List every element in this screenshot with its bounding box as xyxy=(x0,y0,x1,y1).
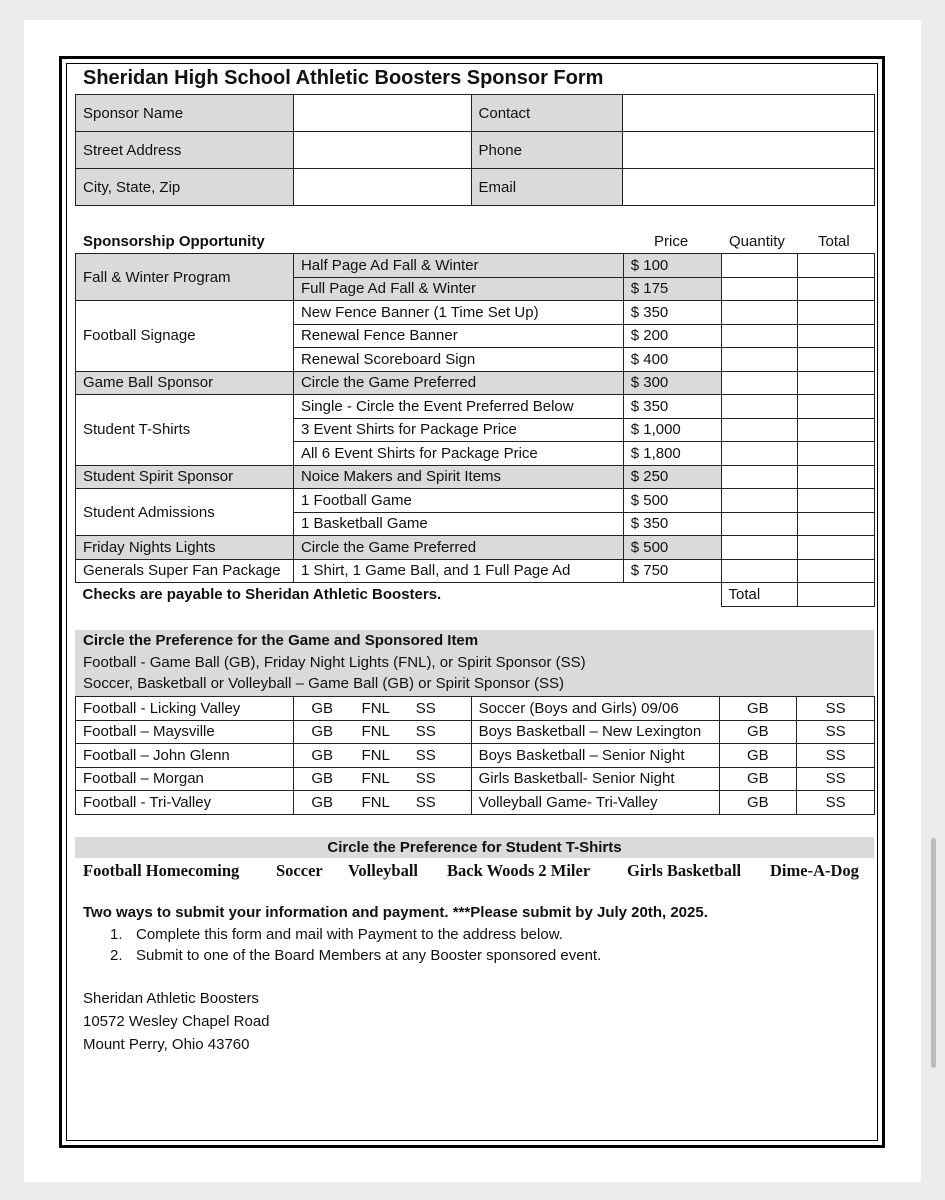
item-price: $ 350 xyxy=(623,512,721,536)
game-preference-instructions xyxy=(75,630,874,696)
other-game: Boys Basketball – Senior Night xyxy=(471,744,719,768)
ss-option[interactable]: SS xyxy=(797,697,875,721)
scrollbar[interactable] xyxy=(931,838,936,1068)
quantity-field[interactable] xyxy=(721,559,798,583)
item-price: $ 400 xyxy=(623,348,721,372)
category-generals-super-fan-package: Generals Super Fan Package xyxy=(76,559,294,583)
step-text: Submit to one of the Board Members at any Booster sponsored event. xyxy=(136,947,602,964)
item-description: Single - Circle the Event Preferred Below xyxy=(293,395,623,419)
city-state-zip-label: City, State, Zip xyxy=(76,169,294,206)
tshirt-event-option[interactable]: Volleyball xyxy=(348,861,418,880)
ss-option[interactable]: SS xyxy=(797,791,875,815)
item-description: Half Page Ad Fall & Winter xyxy=(293,254,623,278)
gb-option[interactable]: GB xyxy=(311,770,334,788)
gb-option[interactable]: GB xyxy=(719,720,797,744)
football-game: Football - Tri-Valley xyxy=(76,791,294,815)
quantity-field[interactable] xyxy=(721,418,798,442)
gb-option[interactable]: GB xyxy=(719,744,797,768)
item-price: $ 750 xyxy=(623,559,721,583)
sponsor-name-field[interactable] xyxy=(293,95,471,132)
ss-option[interactable]: SS xyxy=(797,744,875,768)
tshirt-preference-heading: Circle the Preference for Student T-Shirts xyxy=(75,837,874,858)
tshirt-event-option[interactable]: Back Woods 2 Miler xyxy=(447,861,591,880)
ss-option[interactable]: SS xyxy=(797,720,875,744)
sponsorship-heading: Sponsorship Opportunity xyxy=(83,233,265,250)
other-game: Soccer (Boys and Girls) 09/06 xyxy=(471,697,719,721)
item-price: $ 250 xyxy=(623,465,721,489)
game-preference-heading: Circle the Preference for the Game and Sponsored Item xyxy=(83,632,479,649)
category-student-spirit-sponsor: Student Spirit Sponsor xyxy=(76,465,294,489)
gb-option[interactable]: GB xyxy=(311,699,334,717)
street-address-label: Street Address xyxy=(76,132,294,169)
football-game: Football – Morgan xyxy=(76,767,294,791)
total-field[interactable] xyxy=(798,536,875,560)
grand-total-field[interactable] xyxy=(798,583,875,607)
category-fall-winter-program: Fall & Winter Program xyxy=(76,254,294,301)
tshirt-event-option[interactable]: Dime-A-Dog xyxy=(770,861,859,880)
quantity-field[interactable] xyxy=(721,395,798,419)
football-options xyxy=(293,744,471,768)
gb-option[interactable]: GB xyxy=(719,767,797,791)
street-address-field[interactable] xyxy=(293,132,471,169)
address-street: 10572 Wesley Chapel Road xyxy=(83,1013,270,1030)
item-description: Full Page Ad Fall & Winter xyxy=(293,277,623,301)
email-label: Email xyxy=(471,169,623,206)
football-options xyxy=(293,720,471,744)
address-city: Mount Perry, Ohio 43760 xyxy=(83,1036,250,1053)
other-game: Boys Basketball – New Lexington xyxy=(471,720,719,744)
item-price: $ 1,000 xyxy=(623,418,721,442)
contact-label: Contact xyxy=(471,95,623,132)
item-description: Circle the Game Preferred xyxy=(293,536,623,560)
item-description: 1 Shirt, 1 Game Ball, and 1 Full Page Ad xyxy=(293,559,623,583)
quantity-field[interactable] xyxy=(721,512,798,536)
other-game: Volleyball Game- Tri-Valley xyxy=(471,791,719,815)
football-game: Football – Maysville xyxy=(76,720,294,744)
football-game: Football – John Glenn xyxy=(76,744,294,768)
fnl-option[interactable]: FNL xyxy=(361,746,390,764)
item-description: Circle the Game Preferred xyxy=(293,371,623,395)
gb-option[interactable]: GB xyxy=(311,793,334,811)
other-game: Girls Basketball- Senior Night xyxy=(471,767,719,791)
ss-option[interactable]: SS xyxy=(415,699,436,717)
contact-field[interactable] xyxy=(623,95,875,132)
category-student-t-shirts: Student T-Shirts xyxy=(76,395,294,466)
quantity-field[interactable] xyxy=(721,371,798,395)
football-options xyxy=(293,791,471,815)
quantity-field[interactable] xyxy=(721,489,798,513)
total-field[interactable] xyxy=(798,559,875,583)
gb-option[interactable]: GB xyxy=(719,697,797,721)
total-field[interactable] xyxy=(798,348,875,372)
item-price: $ 350 xyxy=(623,301,721,325)
item-price: $ 500 xyxy=(623,536,721,560)
total-field[interactable] xyxy=(798,512,875,536)
sponsorship-table xyxy=(75,253,875,607)
phone-field[interactable] xyxy=(623,132,875,169)
gb-option[interactable]: GB xyxy=(719,791,797,815)
quantity-field[interactable] xyxy=(721,277,798,301)
item-description: Renewal Fence Banner xyxy=(293,324,623,348)
item-description: Noice Makers and Spirit Items xyxy=(293,465,623,489)
grand-total-label: Total xyxy=(721,583,798,607)
total-field[interactable] xyxy=(798,395,875,419)
fnl-option[interactable]: FNL xyxy=(361,723,390,741)
gb-option[interactable]: GB xyxy=(311,723,334,741)
total-field[interactable] xyxy=(798,371,875,395)
step-number: 1. xyxy=(110,926,123,943)
football-options xyxy=(293,697,471,721)
total-field[interactable] xyxy=(798,418,875,442)
step-text: Complete this form and mail with Payment to the address below. xyxy=(136,926,563,943)
item-price: $ 300 xyxy=(623,371,721,395)
item-description: Renewal Scoreboard Sign xyxy=(293,348,623,372)
item-price: $ 500 xyxy=(623,489,721,513)
item-description: 1 Basketball Game xyxy=(293,512,623,536)
gb-option[interactable]: GB xyxy=(311,746,334,764)
football-game: Football - Licking Valley xyxy=(76,697,294,721)
total-column-header: Total xyxy=(818,233,850,250)
item-price: $ 200 xyxy=(623,324,721,348)
category-student-admissions: Student Admissions xyxy=(76,489,294,536)
item-description: New Fence Banner (1 Time Set Up) xyxy=(293,301,623,325)
price-column-header: Price xyxy=(654,233,689,250)
football-options xyxy=(293,767,471,791)
sponsor-name-label: Sponsor Name xyxy=(76,95,294,132)
total-field[interactable] xyxy=(798,324,875,348)
quantity-field[interactable] xyxy=(721,254,798,278)
football-preference-note: Football - Game Ball (GB), Friday Night Lights (FNL), or Spirit Sponsor (SS) xyxy=(83,653,586,671)
fnl-option[interactable]: FNL xyxy=(361,793,390,811)
category-friday-nights-lights: Friday Nights Lights xyxy=(76,536,294,560)
item-description: 3 Event Shirts for Package Price xyxy=(293,418,623,442)
quantity-column-header: Quantity xyxy=(729,233,785,250)
checks-payable-note: Checks are payable to Sheridan Athletic Boosters. xyxy=(76,583,722,607)
city-state-zip-field[interactable] xyxy=(293,169,471,206)
quantity-field[interactable] xyxy=(721,348,798,372)
fnl-option[interactable]: FNL xyxy=(361,699,390,717)
total-field[interactable] xyxy=(798,489,875,513)
category-football-signage: Football Signage xyxy=(76,301,294,372)
phone-label: Phone xyxy=(471,132,623,169)
quantity-field[interactable] xyxy=(721,465,798,489)
email-field[interactable] xyxy=(623,169,875,206)
sponsor-info-table xyxy=(75,94,875,206)
item-price: $ 100 xyxy=(623,254,721,278)
category-game-ball-sponsor: Game Ball Sponsor xyxy=(76,371,294,395)
game-preference-table xyxy=(75,696,875,815)
tshirt-event-option[interactable]: Soccer xyxy=(276,861,323,880)
item-price: $ 1,800 xyxy=(623,442,721,466)
total-field[interactable] xyxy=(798,465,875,489)
total-field[interactable] xyxy=(798,301,875,325)
item-price: $ 175 xyxy=(623,277,721,301)
ss-option[interactable]: SS xyxy=(415,746,436,764)
submit-heading: Two ways to submit your information and payment. ***Please submit by July 20th, 2025. xyxy=(83,904,708,921)
quantity-field[interactable] xyxy=(721,324,798,348)
address-name: Sheridan Athletic Boosters xyxy=(83,990,259,1007)
item-description: All 6 Event Shirts for Package Price xyxy=(293,442,623,466)
ss-option[interactable]: SS xyxy=(415,793,436,811)
quantity-field[interactable] xyxy=(721,536,798,560)
tshirt-event-option[interactable]: Girls Basketball xyxy=(627,861,742,880)
item-description: 1 Football Game xyxy=(293,489,623,513)
fnl-option[interactable]: FNL xyxy=(361,770,390,788)
other-sports-preference-note: Soccer, Basketball or Volleyball – Game Ball (GB) or Spirit Sponsor (SS) xyxy=(83,675,565,692)
quantity-field[interactable] xyxy=(721,442,798,466)
form-title: Sheridan High School Athletic Boosters Sponsor Form xyxy=(83,67,604,89)
quantity-field[interactable] xyxy=(721,301,798,325)
ss-option[interactable]: SS xyxy=(797,767,875,791)
total-field[interactable] xyxy=(798,277,875,301)
ss-option[interactable]: SS xyxy=(415,723,436,741)
step-number: 2. xyxy=(110,947,123,964)
ss-option[interactable]: SS xyxy=(415,770,436,788)
tshirt-event-option[interactable]: Football Homecoming xyxy=(83,861,240,880)
total-field[interactable] xyxy=(798,442,875,466)
item-price: $ 350 xyxy=(623,395,721,419)
total-field[interactable] xyxy=(798,254,875,278)
